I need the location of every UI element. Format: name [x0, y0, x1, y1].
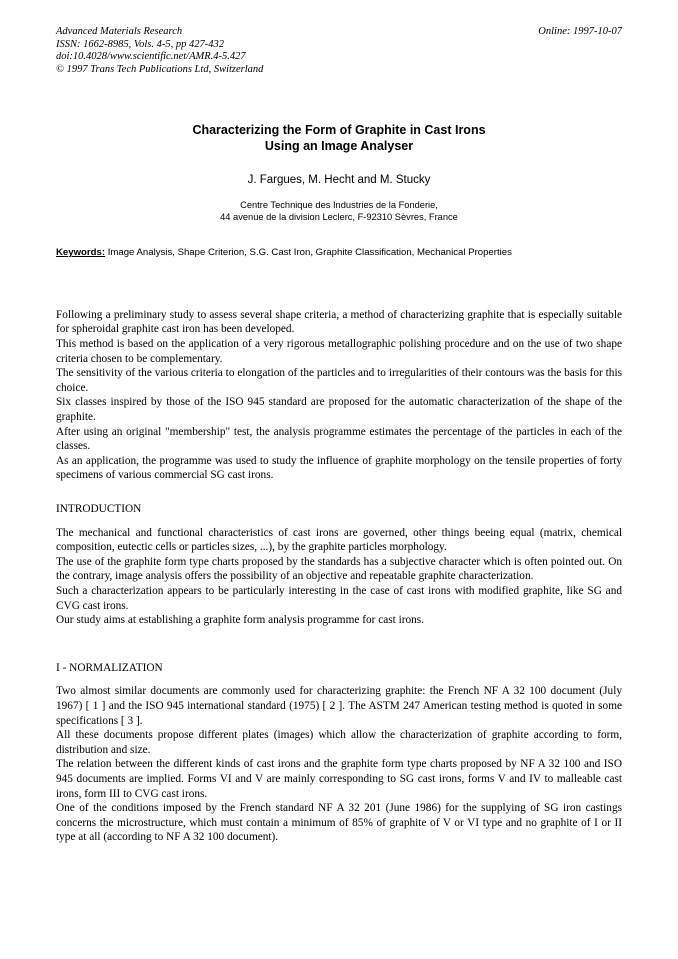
- section-body-introduction: [56, 526, 622, 628]
- abstract-paragraph: Six classes inspired by those of the ISO 945 standard are proposed for the automatic characterization of the shape of the graphite.: [56, 396, 622, 424]
- journal-header: [56, 26, 622, 76]
- online-date: Online: 1997-10-07: [538, 26, 622, 37]
- journal-issn: ISSN: 1662-8985, Vols. 4-5, pp 427-432: [56, 38, 224, 50]
- body-paragraph: Our study aims at establishing a graphite form analysis programme for cast irons.: [56, 614, 425, 627]
- section-heading-normalization: I - NORMALIZATION: [56, 661, 163, 674]
- body-paragraph: The relation between the different kinds of cast irons and the graphite form type charts proposed by NF A 32 100 and ISO 945 documents are implied. Forms VI and V are mainly corresponding to SG cast irons, forms V and IV to malleable cast irons, form III to CVG cast irons.: [56, 758, 622, 800]
- keywords-label: Keywords:: [56, 247, 106, 259]
- section-heading-introduction: INTRODUCTION: [56, 503, 142, 515]
- section-body-normalization: [56, 684, 622, 845]
- page-title: [56, 122, 622, 154]
- body-paragraph: Such a characterization appears to be particularly interesting in the case of cast irons with modified graphite, like SG and CVG cast irons.: [56, 584, 622, 612]
- keywords: [56, 247, 622, 260]
- abstract-paragraph: This method is based on the application of a very rigorous metallographic polishing procedure and on the use of two shape criteria chosen to be complementary.: [56, 338, 622, 365]
- body-paragraph: One of the conditions imposed by the French standard NF A 32 201 (June 1986) for the supplying of SG iron castings concerns the microstructure, which must contain a minimum of 85% of graphite of V or VI type and no graphite of I or II type at all (according to NF A 32 100 document).: [56, 802, 622, 844]
- body-paragraph: All these documents propose different plates (images) which allow the characterization of graphite according to form, distribution and size.: [56, 729, 622, 756]
- section-spacer: [56, 628, 622, 642]
- body-paragraph: The use of the graphite form type charts proposed by the standards has a subjective character which is often pointed out. On the contrary, image analysis offers the possibility of an objective and repeatable graphite characterization.: [56, 555, 622, 583]
- affiliation-line-2: 44 avenue de la division Leclerc, F-92310 Sèvres, France: [220, 212, 458, 223]
- journal-doi: doi:10.4028/www.scientific.net/AMR.4-5.427: [56, 51, 246, 63]
- body-paragraph: Two almost similar documents are commonly used for characterizing graphite: the French NF A 32 100 document (July 1967) [ 1 ] and the ISO 945 international standard (1975) [ 2 ]. The ASTM 247 American testing method is quoted in some specifications [ 3 ].: [56, 685, 622, 727]
- abstract-paragraph: Following a preliminary study to assess several shape criteria, a method of characterizing graphite that is especially suitable for spheroidal graphite cast iron has been developed.: [56, 308, 622, 336]
- affiliation: [56, 199, 622, 223]
- body-paragraph: The mechanical and functional characteristics of cast irons are governed, other things beeing equal (matrix, chemical composition, eutectic cells or particles sizes, ...), by the graphite particles morphology.: [56, 526, 622, 554]
- page-content: [56, 26, 622, 845]
- paper-title-line-1: Characterizing the Form of Graphite in Cast Irons: [192, 123, 486, 138]
- abstract-paragraph: The sensitivity of the various criteria to elongation of the particles and to irregularities of their contours was the basis for this choice.: [56, 367, 622, 394]
- author-list: J. Fargues, M. Hecht and M. Stucky: [247, 174, 431, 187]
- abstract-paragraph: As an application, the programme was used to study the influence of graphite morphology on the tensile properties of forty specimens of various commercial SG cast irons.: [56, 454, 622, 482]
- keywords-text: Image Analysis, Shape Criterion, S.G. Cast Iron, Graphite Classification, Mechanical Properties: [105, 247, 512, 259]
- abstract-paragraph: After using an original "membership" test, the analysis programme estimates the percentage of the particles in each of the classes.: [56, 425, 622, 453]
- affiliation-line-1: Centre Technique des Industries de la Fonderie,: [240, 200, 438, 211]
- title-block: [56, 122, 622, 223]
- journal-copyright: © 1997 Trans Tech Publications Ltd, Switzerland: [56, 63, 264, 75]
- paper-title-line-2: Using an Image Analyser: [264, 139, 414, 154]
- journal-name: Advanced Materials Research: [56, 26, 183, 37]
- abstract: [56, 308, 622, 483]
